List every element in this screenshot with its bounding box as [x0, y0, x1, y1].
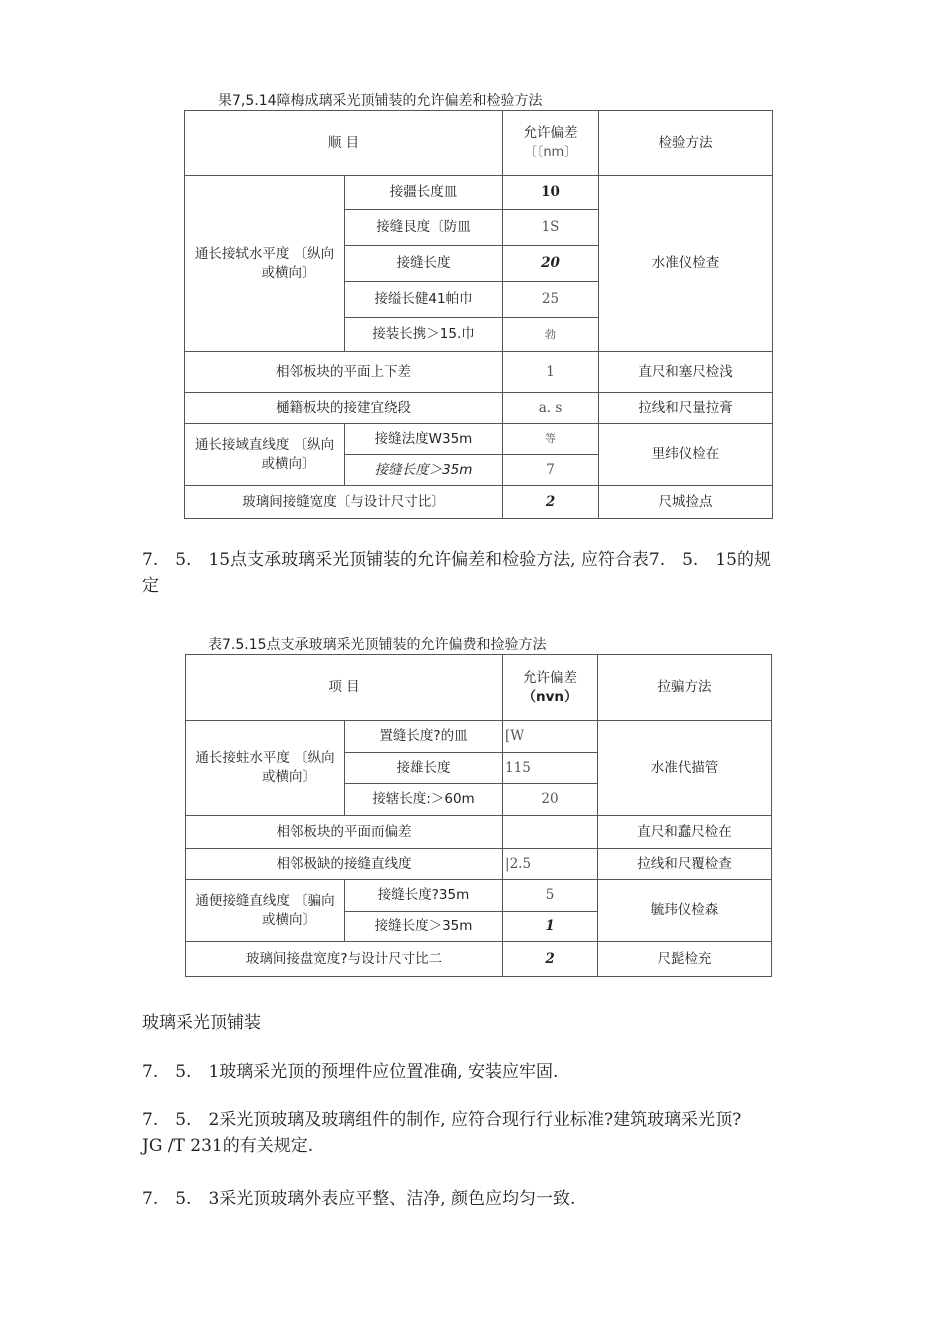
table-cell-deviation: 25 [503, 282, 599, 318]
group2-label: 通长接域直线度 〔纵向 或横向〕 [185, 424, 345, 486]
table-cell-item: 相邻板块的平面而偏差 [186, 816, 503, 849]
group2-method: 毓玮仪检森 [598, 880, 772, 942]
group2-method: 里纬仪检在 [599, 424, 773, 486]
table2-caption: 表7.5.15点支承玻璃采光顶铺装的允许偏费和捡验方法 [208, 637, 547, 653]
group1-method: 水准代描管 [598, 721, 772, 816]
table-cell-method: 拉线和尺覆检查 [598, 849, 772, 880]
table-cell-item: 接缝艮度〔防皿 [345, 210, 503, 246]
table-cell-deviation: 20 [503, 784, 598, 816]
table-cell-method: 尺城捡点 [599, 486, 773, 519]
header-method: 检验方法 [599, 111, 773, 176]
table-cell-deviation: a. s [503, 393, 599, 424]
table-cell-item: 置缝长度?的皿 [345, 721, 503, 753]
table-cell-item: 接缢长健41帕巾 [345, 282, 503, 318]
group1-label: 通长接轼水平度 〔纵向 或横向〕 [185, 176, 345, 352]
group2-label: 通便接缝直线度 〔骗向 或横向〕 [186, 880, 345, 942]
table-cell-deviation: 1 [503, 912, 598, 942]
table-cell-deviation: 2 [503, 942, 598, 977]
paragraph-7-5-15: 7. 5. 15点支承玻璃采光顶铺装的允许偏差和检验方法, 应符合表7. 5. 15的规 定 [142, 550, 771, 596]
table-cell-deviation: 10 [503, 176, 599, 210]
header-item: 项 目 [186, 655, 503, 721]
table-cell-item: 玻璃间接盘宽度?与设计尺寸比二 [186, 942, 503, 977]
table-cell-method: 尺髭检充 [598, 942, 772, 977]
table-cell-item: 玻璃间接缝宽度〔与设计尺寸比〕 [185, 486, 503, 519]
table-cell-item: 接雄长度 [345, 753, 503, 784]
table-cell-deviation: 2 [503, 486, 599, 519]
header-deviation: 允许偏差 （nvn） [503, 655, 598, 721]
table-cell-item: 接缝长度 [345, 246, 503, 282]
header-deviation: 允许偏差 〔〔nm〕 [503, 111, 599, 176]
table-cell-item: 接缝长度?35m [345, 880, 503, 912]
group1-method: 水准仪检查 [599, 176, 773, 352]
group1-label: 通长接蛀水平度 〔纵向 或横向〕 [186, 721, 345, 816]
table-cell-deviation: 20 [503, 246, 599, 282]
paragraph-7-5-3: 7. 5. 3采光顶玻璃外表应平整、洁净, 颜色应均匀一致. [142, 1189, 576, 1209]
table-cell-method: 直尺和蠢尺检在 [598, 816, 772, 849]
paragraph-7-5-1: 7. 5. 1玻璃采光顶的预埋件应位置准确, 安装应牢固. [142, 1062, 559, 1082]
table-cell-deviation: [W [503, 721, 598, 753]
table-cell-deviation: 115 [503, 753, 598, 784]
table-cell-deviation: 1S [503, 210, 599, 246]
header-item: 顺 目 [185, 111, 503, 176]
paragraph-7-5-2: 7. 5. 2采光顶玻璃及玻璃组件的制作, 应符合现行行业标准?建筑玻璃采光顶? JG /T 231的有关规定. [142, 1110, 742, 1156]
table-cell-method: 拉线和尺量拉膏 [599, 393, 773, 424]
table-cell-deviation: |2.5 [503, 849, 598, 880]
table-cell-item: 接缝长度＞35m [345, 455, 503, 486]
header-method: 拉骗方法 [598, 655, 772, 721]
table-cell-deviation: 1 [503, 352, 599, 393]
table-cell-item: 相邻板块的平面上下差 [185, 352, 503, 393]
table-cell-item: 接疆长度皿 [345, 176, 503, 210]
table1-caption: 果7,5.14障梅成璃采光顶铺装的允许偏差和检验方法 [218, 93, 543, 109]
table-cell-deviation: 5 [503, 880, 598, 912]
table-cell-deviation: 7 [503, 455, 599, 486]
table-cell-item: 接装长携＞15.巾 [345, 318, 503, 352]
table-cell-deviation: 等 [503, 424, 599, 455]
tolerance-table-1 [184, 110, 773, 519]
table-cell-deviation: 勃 [503, 318, 599, 352]
section-title: 玻璃采光顶铺装 [142, 1013, 261, 1033]
table-cell-deviation [503, 816, 598, 849]
table-cell-item: 樋籍板块的接建宜绕段 [185, 393, 503, 424]
table-cell-item: 相邻极缺的接缝直线度 [186, 849, 503, 880]
table-cell-item: 接缝长度＞35m [345, 912, 503, 942]
table-cell-item: 接缝法度W35m [345, 424, 503, 455]
table-cell-method: 直尺和塞尺检浅 [599, 352, 773, 393]
table-cell-item: 接辖长度:＞60m [345, 784, 503, 816]
tolerance-table-2 [185, 654, 772, 977]
